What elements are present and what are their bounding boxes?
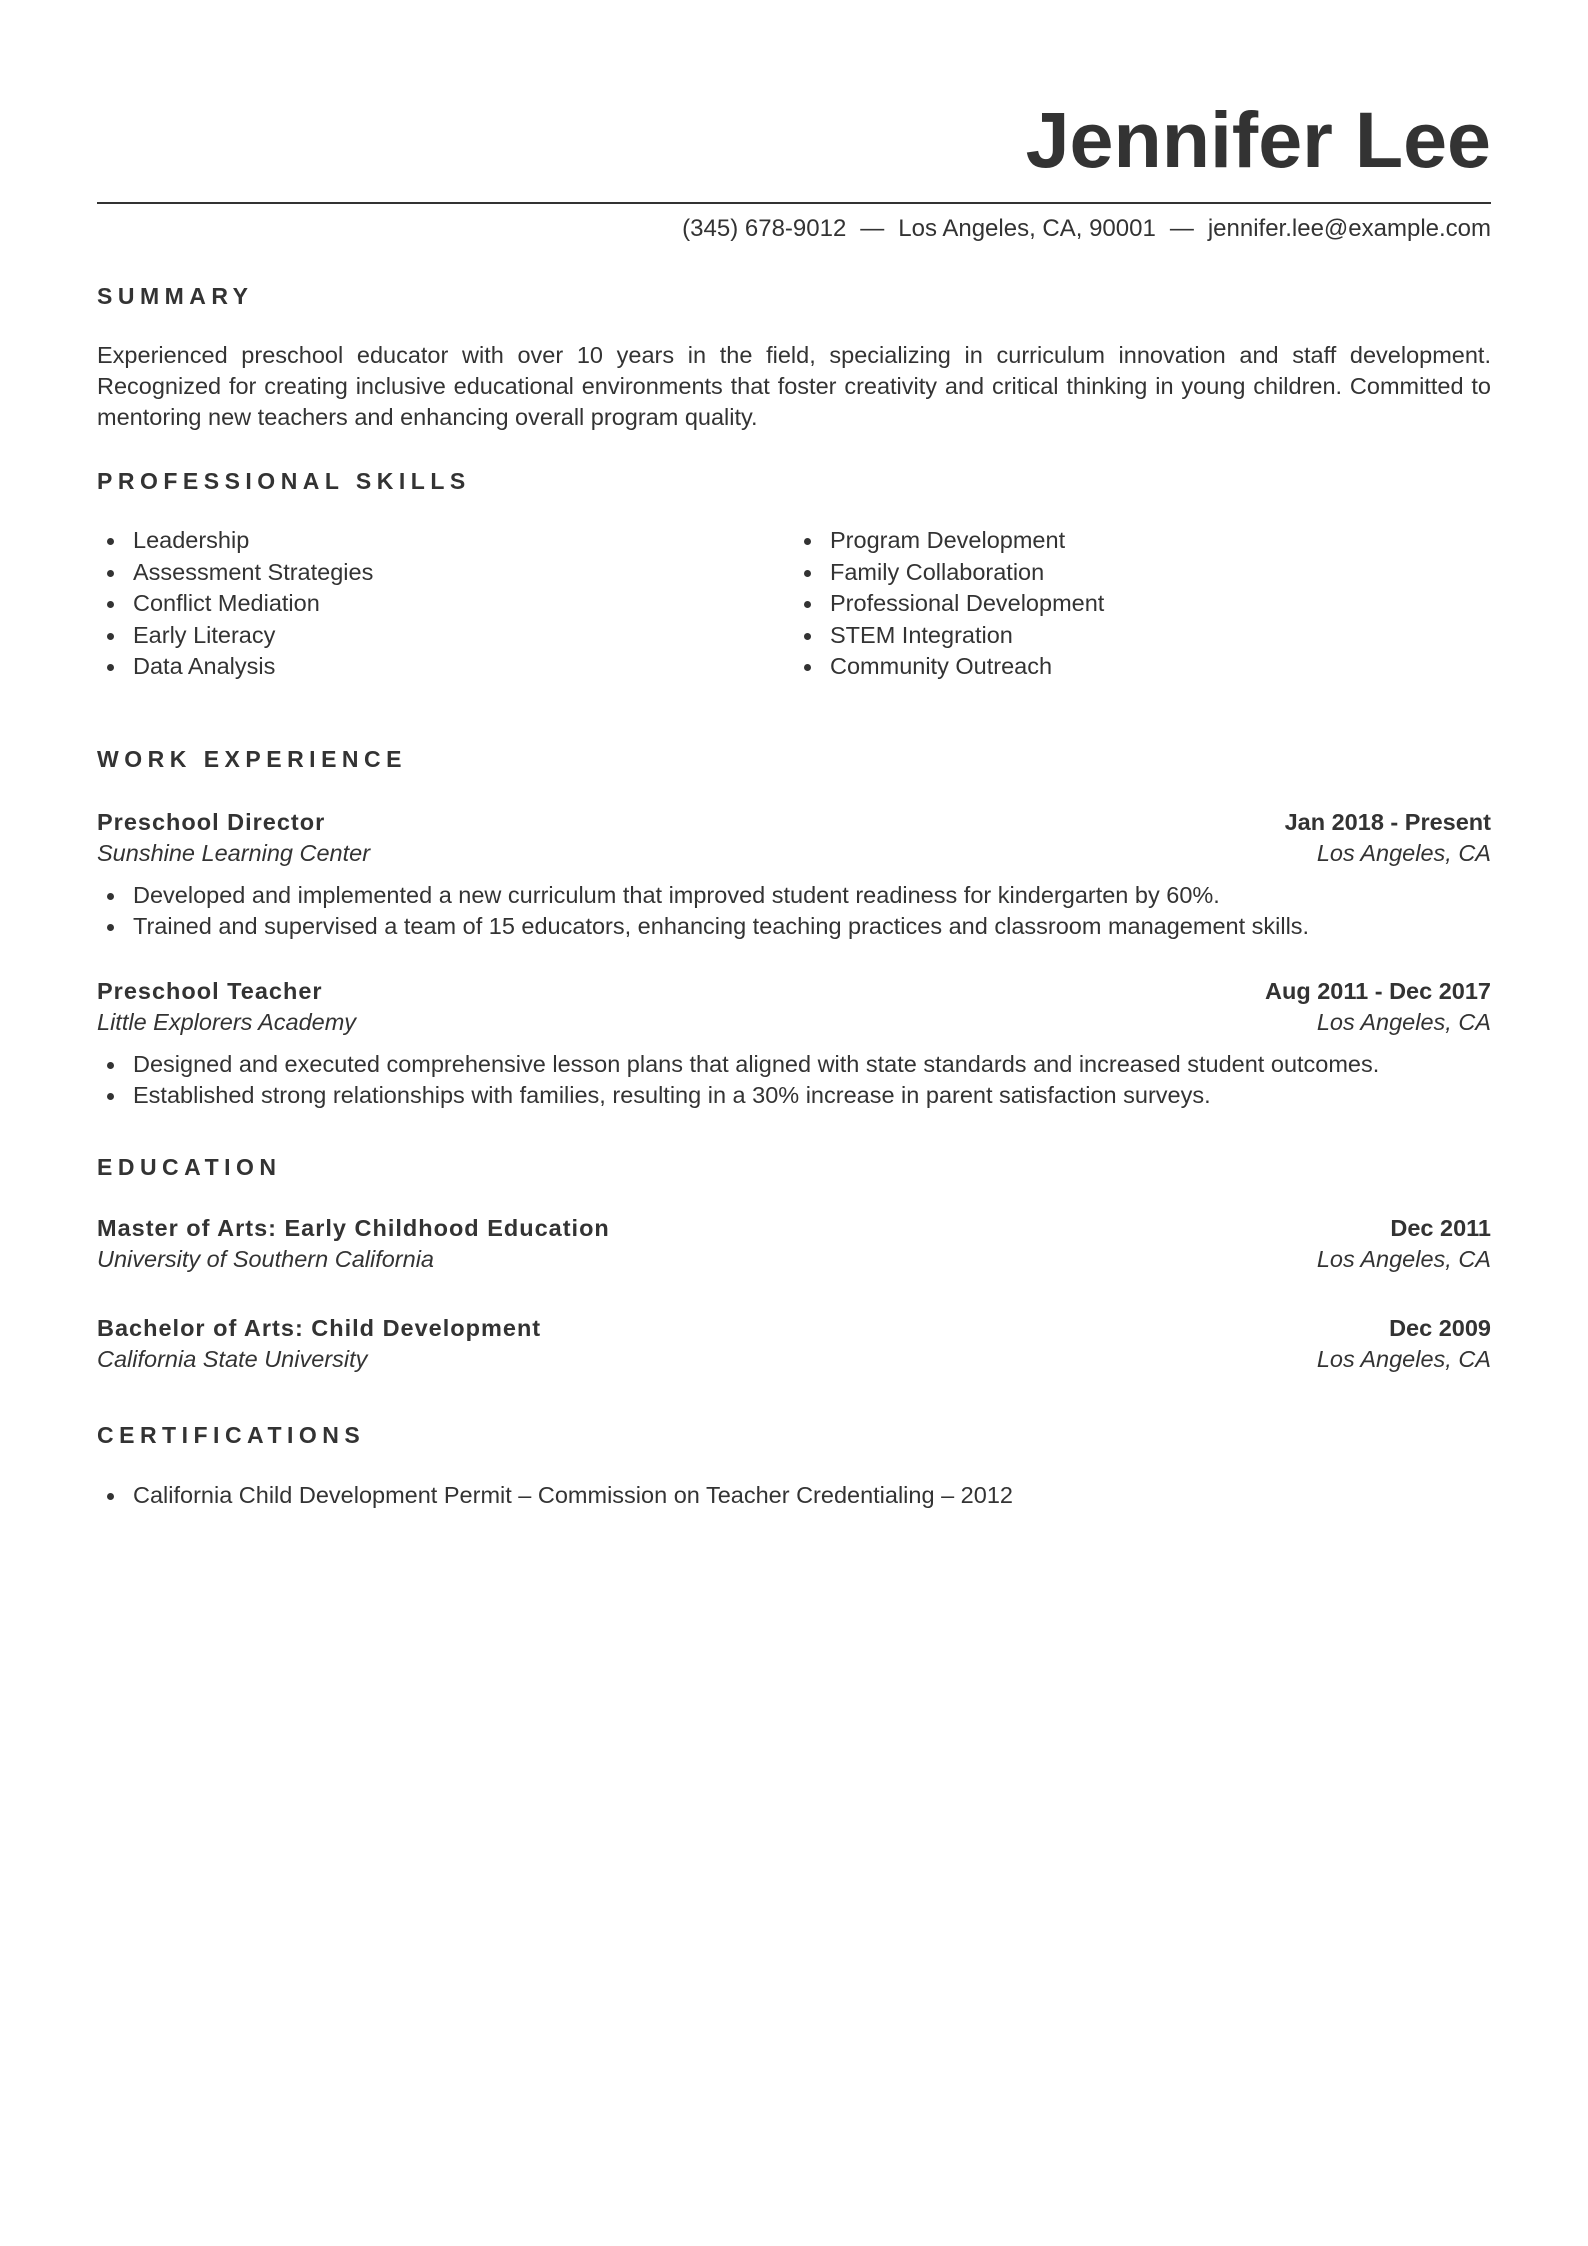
header-divider — [97, 202, 1491, 204]
job-bullet: Established strong relationships with families, resulting in a 30% increase in parent satisfaction surveys. — [97, 1080, 1491, 1112]
education-school-row — [97, 1244, 1491, 1276]
degree-title: Bachelor of Arts: Child Development — [97, 1314, 542, 1341]
skill-item: Data Analysis — [97, 651, 794, 683]
job-org-row — [97, 1007, 1491, 1039]
job-dates: Jan 2018 - Present — [1284, 808, 1491, 835]
job-organization: Sunshine Learning Center — [97, 840, 371, 866]
job-entry — [97, 976, 1491, 1112]
skill-item: Conflict Mediation — [97, 588, 794, 620]
skill-item: Leadership — [97, 525, 794, 557]
skill-item: Program Development — [794, 525, 1491, 557]
work-experience-heading: WORK EXPERIENCE — [97, 745, 407, 772]
job-bullet: Developed and implemented a new curriculum that improved student readiness for kindergarten by 60%. — [97, 880, 1491, 912]
education-entry — [97, 1313, 1491, 1376]
job-organization: Little Explorers Academy — [97, 1009, 357, 1035]
school-location: Los Angeles, CA — [1316, 1346, 1491, 1372]
job-location: Los Angeles, CA — [1316, 840, 1491, 866]
degree-date: Dec 2011 — [1390, 1214, 1491, 1241]
job-title: Preschool Director — [97, 808, 326, 835]
contact-phone: (345) 678-9012 — [682, 215, 847, 242]
education-school-row — [97, 1344, 1491, 1376]
school-name: California State University — [97, 1346, 368, 1372]
contact-separator: — — [1169, 215, 1194, 242]
skill-item: STEM Integration — [794, 620, 1491, 652]
job-header-row — [97, 976, 1491, 1008]
certifications-list — [97, 1480, 1491, 1512]
job-bullets — [97, 880, 1491, 943]
contact-email: jennifer.lee@example.com — [1207, 215, 1491, 242]
certifications-heading: CERTIFICATIONS — [97, 1421, 366, 1448]
skills-right-column — [794, 525, 1491, 683]
summary-heading: SUMMARY — [97, 283, 254, 309]
skill-item: Early Literacy — [97, 620, 794, 652]
school-name: University of Southern California — [97, 1246, 434, 1272]
education-header-row — [97, 1213, 1491, 1245]
job-bullets — [97, 1049, 1491, 1112]
education-entry — [97, 1213, 1491, 1276]
job-dates: Aug 2011 - Dec 2017 — [1265, 977, 1491, 1004]
skill-item: Family Collaboration — [794, 557, 1491, 589]
education-heading: EDUCATION — [97, 1153, 282, 1180]
job-org-row — [97, 838, 1491, 870]
degree-date: Dec 2009 — [1389, 1314, 1491, 1341]
skills-left-column — [97, 525, 794, 683]
degree-title: Master of Arts: Early Childhood Education — [97, 1214, 610, 1241]
job-bullet: Trained and supervised a team of 15 educators, enhancing teaching practices and classroom management skills. — [97, 911, 1491, 943]
job-entry — [97, 807, 1491, 943]
contact-line — [97, 214, 1491, 244]
job-location: Los Angeles, CA — [1316, 1009, 1491, 1035]
summary-text: Experienced preschool educator with over 10 years in the field, specializing in curriculum innovation and staff development. Recognized for creating inclusive educational environments that foster creativity and critical thinking in young children. Committed to mentoring new teachers and enhancing overall program quality. — [97, 342, 1491, 430]
job-header-row — [97, 807, 1491, 839]
skills-columns — [97, 525, 1491, 683]
contact-separator: — — [860, 215, 885, 242]
contact-location: Los Angeles, CA, 90001 — [898, 215, 1156, 242]
skill-item: Community Outreach — [794, 651, 1491, 683]
skill-item: Assessment Strategies — [97, 557, 794, 589]
job-title: Preschool Teacher — [97, 977, 323, 1004]
candidate-name: Jennifer Lee — [1025, 95, 1491, 184]
education-header-row — [97, 1313, 1491, 1345]
certification-item: California Child Development Permit – Commission on Teacher Credentialing – 2012 — [97, 1480, 1491, 1512]
job-bullet: Designed and executed comprehensive lesson plans that aligned with state standards and increased student outcomes. — [97, 1049, 1491, 1081]
school-location: Los Angeles, CA — [1316, 1246, 1491, 1272]
skills-heading: PROFESSIONAL SKILLS — [97, 468, 471, 494]
skill-item: Professional Development — [794, 588, 1491, 620]
